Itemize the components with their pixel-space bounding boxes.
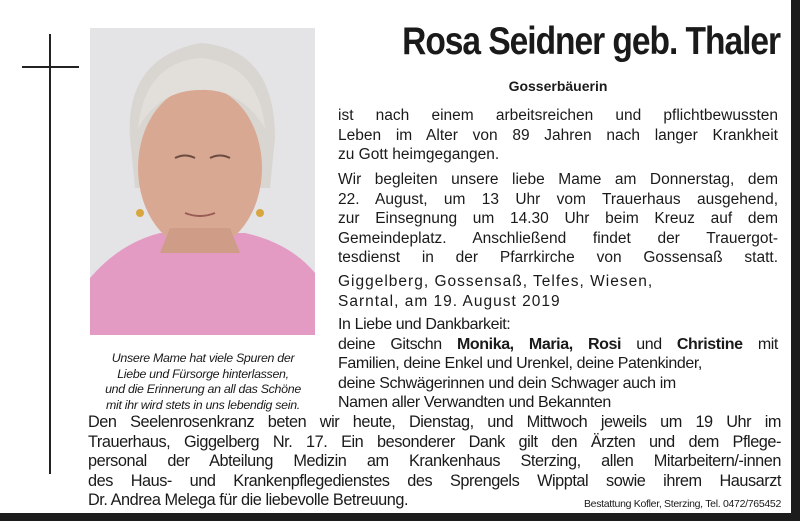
- text-line: ist nach einem arbeitsreichen und pflichtbewussten: [338, 107, 778, 124]
- text-line: Namen aller Verwandten und Bekannten: [338, 394, 611, 412]
- text: und: [621, 335, 677, 353]
- text-line: zu Gott heimgegangen.: [338, 146, 500, 164]
- funeral-home-credit: Bestattung Kofler, Sterzing, Tel. 0472/765452: [583, 498, 781, 511]
- photo-caption: [86, 351, 320, 413]
- text-line: In Liebe und Dankbarkeit:: [338, 316, 511, 333]
- text-line: Sarntal, am 19. August 2019: [338, 292, 561, 310]
- text-line: Familien, deine Enkel und Urenkel, deine Patenkinder,: [338, 355, 702, 373]
- text-line: Wir begleiten unsere liebe Mame am Donnerstag, dem: [338, 171, 778, 188]
- cross-icon: [49, 34, 51, 474]
- text: mit: [742, 335, 778, 353]
- deceased-nickname: Gosserbäuerin: [508, 78, 608, 94]
- text-line: [338, 335, 778, 355]
- text-line: Dr. Andrea Melega für die liebevolle Betreuung.: [88, 491, 409, 510]
- place-date: [338, 272, 778, 311]
- caption-line: Liebe und Fürsorge hinterlassen,: [117, 366, 289, 381]
- deceased-name: Rosa Seidner geb. Thaler: [402, 20, 780, 63]
- caption-line: mit ihr wird stets in uns lebendig sein.: [106, 397, 300, 412]
- text-line: personal der Abteilung Medizin am Krankenhaus Sterzing, allen Mitarbeitern/-innen: [88, 452, 781, 471]
- text-line: des Haus- und Krankenpflegedienstes des Sprengels Wipptal sowie ihrem Hausarzt: [88, 471, 781, 490]
- intro-paragraph: [338, 106, 778, 165]
- mourners-paragraph: [338, 315, 778, 413]
- text-line: Trauerhaus, Giggelberg Nr. 17. Ein besonderer Dank gilt den Ärzten und dem Pflege-: [88, 432, 781, 451]
- daughters-names: Monika, Maria, Rosi: [456, 335, 622, 353]
- funeral-paragraph: [338, 170, 778, 268]
- text-line: deine Schwägerinnen und dein Schwager auch im: [338, 374, 676, 392]
- text-line: zur Einsegnung um 14.30 Uhr beim Kreuz auf dem: [338, 210, 778, 228]
- caption-line: und die Erinnerung an all das Schöne: [105, 382, 301, 396]
- text-line: 22. August, um 13 Uhr vom Trauerhaus ausgehend,: [338, 190, 778, 208]
- text-line: Leben im Alter von 89 Jahren nach langer Krankheit: [338, 126, 778, 144]
- text: deine Gitschn: [338, 335, 457, 353]
- portrait-photo: [90, 28, 315, 335]
- daughter-name: Christine: [676, 335, 743, 353]
- caption-line: Unsere Mame hat viele Spuren der: [111, 351, 295, 365]
- text-line: tesdienst in der Pfarrkirche von Gossensaß statt.: [338, 249, 778, 267]
- text-line: Giggelberg, Gossensaß, Telfes, Wiesen,: [338, 273, 654, 290]
- text-line: Gemeindeplatz. Anschließend findet der Trauergot-: [338, 229, 778, 247]
- text-line: Den Seelenrosenkranz beten wir heute, Dienstag, und Mittwoch jeweils um 19 Uhr im: [88, 413, 781, 431]
- cross-icon-bar: [22, 66, 79, 68]
- closing-paragraph: [88, 413, 781, 515]
